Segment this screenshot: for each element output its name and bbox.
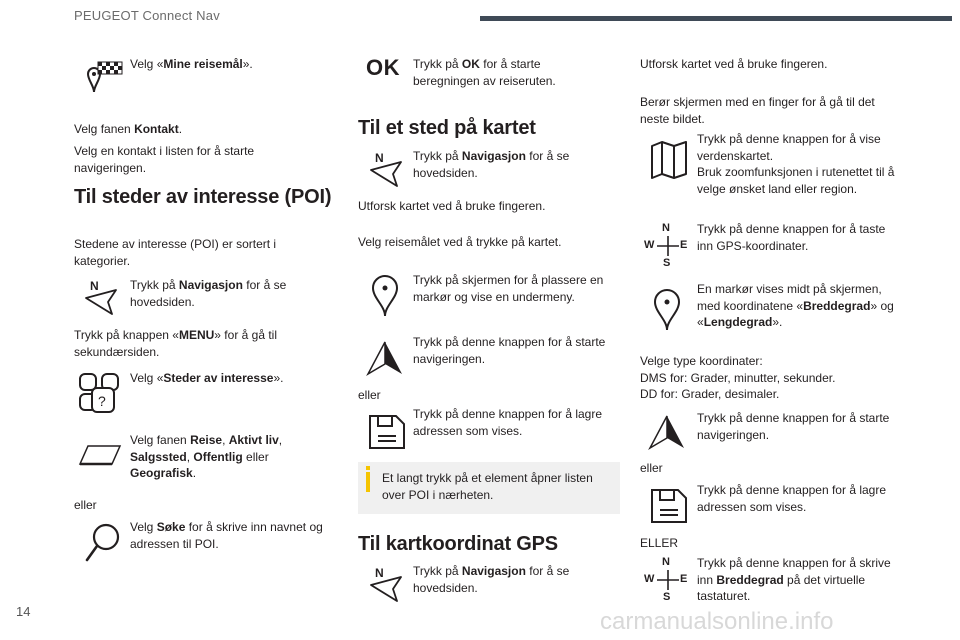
start-navigation-icon	[646, 410, 692, 456]
text-eller-2: eller	[358, 388, 381, 402]
poi-categories-icon	[76, 368, 126, 418]
text-fanen: Velg fanen Reise, Aktivt liv, Salgssted, Offentlig eller Geografisk.	[130, 433, 283, 480]
text-stedene: Stedene av interesse (POI) er sortert i kategorier.	[74, 237, 277, 268]
map-pin-icon	[364, 272, 410, 318]
text-utforsk: Utforsk kartet ved å bruke fingeren.	[358, 199, 546, 213]
text-soke: Velg Søke for å skrive inn navnet og adressen til POI.	[130, 520, 323, 551]
compass-icon: N W E S	[644, 556, 688, 603]
text-gps-koordinater: Trykk på denne knappen for å taste inn GPS-koordinater.	[697, 222, 886, 253]
ok-icon: OK	[366, 55, 400, 80]
page-number: 14	[16, 604, 31, 619]
text-starte-nav-2: Trykk på denne knappen for å starte navigeringen.	[697, 411, 890, 442]
text-steder-interesse: Velg «Steder av interesse».	[130, 371, 284, 385]
text-lagre: Trykk på denne knappen for å lagre adressen som vises.	[413, 407, 603, 438]
nav-arrow-icon	[80, 276, 126, 322]
text-eller-caps: ELLER	[640, 536, 679, 550]
text-utforsk-2: Utforsk kartet ved å bruke fingeren.	[640, 57, 828, 71]
document-header: PEUGEOT Connect Nav	[74, 8, 220, 23]
text-trykk-navigasjon: Trykk på Navigasjon for å se hovedsiden.	[130, 278, 287, 309]
info-note-text: Et langt trykk på et element åpner listen over POI i nærheten.	[382, 471, 593, 502]
text-velg-kontakt: Velg en kontakt i listen for å starte navigeringen.	[74, 144, 255, 175]
text-eller-3: eller	[640, 461, 663, 475]
heading-gps: Til kartkoordinat GPS	[358, 533, 558, 555]
text-koordinat-type: Velge type koordinater: DMS for: Grader, minutter, sekunder. DD for: Grader, desimaler.	[640, 354, 836, 401]
text-trykk-skjermen: Trykk på skjermen for å plassere en markør og vise en undermeny.	[413, 273, 604, 304]
nav-arrow-icon	[365, 563, 411, 609]
tabs-icon	[78, 438, 124, 468]
header-rule	[480, 16, 952, 21]
svg-text:N: N	[90, 279, 99, 293]
heading-poi: Til steder av interesse (POI)	[74, 186, 332, 208]
save-icon	[364, 408, 410, 454]
svg-text:N: N	[375, 151, 384, 165]
text-ok: Trykk på OK for å starte beregningen av reiseruten.	[413, 57, 556, 88]
watermark: carmanualsonline.info	[600, 608, 834, 635]
start-navigation-icon	[364, 336, 410, 382]
map-pin-icon	[646, 286, 692, 332]
text-velg-reisemal: Velg reisemålet ved å trykke på kartet.	[358, 235, 562, 249]
flag-pin-icon	[78, 56, 124, 102]
text-lagre-2: Trykk på denne knappen for å lagre adressen som vises.	[697, 483, 887, 514]
text-trykk-navigasjon-2: Trykk på Navigasjon for å se hovedsiden.	[413, 149, 570, 180]
text-vise-kart: Trykk på denne knappen for å vise verdenskartet. Bruk zoomfunksjonen i rutenettet til å velge ønsket land eller region.	[697, 132, 895, 196]
text-trykk-menu: Trykk på knappen «MENU» for å gå til sekundærsiden.	[74, 328, 277, 359]
info-icon	[366, 466, 370, 470]
text-beror: Berør skjermen med en finger for å gå til det neste bildet.	[640, 95, 875, 126]
world-map-icon	[646, 136, 692, 182]
save-icon	[646, 482, 692, 528]
svg-text:N: N	[375, 566, 384, 580]
text-velg-fanen-kontakt: Velg fanen Kontakt.	[74, 122, 183, 136]
text-starte-nav: Trykk på denne knappen for å starte navigeringen.	[413, 335, 606, 366]
compass-icon: N W E S	[644, 222, 688, 269]
text-markor: En markør vises midt på skjermen, med koordinatene «Breddegrad» og «Lengdegrad».	[697, 282, 894, 329]
text-mine-reisemal: Velg «Mine reisemål».	[130, 57, 253, 71]
info-note	[358, 462, 620, 514]
text-skrive: Trykk på denne knappen for å skrive inn Breddegrad på det virtuelle tastaturet.	[697, 556, 891, 603]
nav-arrow-icon	[365, 148, 411, 194]
text-trykk-navigasjon-3: Trykk på Navigasjon for å se hovedsiden.	[413, 564, 570, 595]
search-icon	[80, 520, 126, 566]
heading-sted-kartet: Til et sted på kartet	[358, 117, 536, 139]
text-eller: eller	[74, 498, 97, 512]
svg-text:?: ?	[98, 393, 106, 409]
